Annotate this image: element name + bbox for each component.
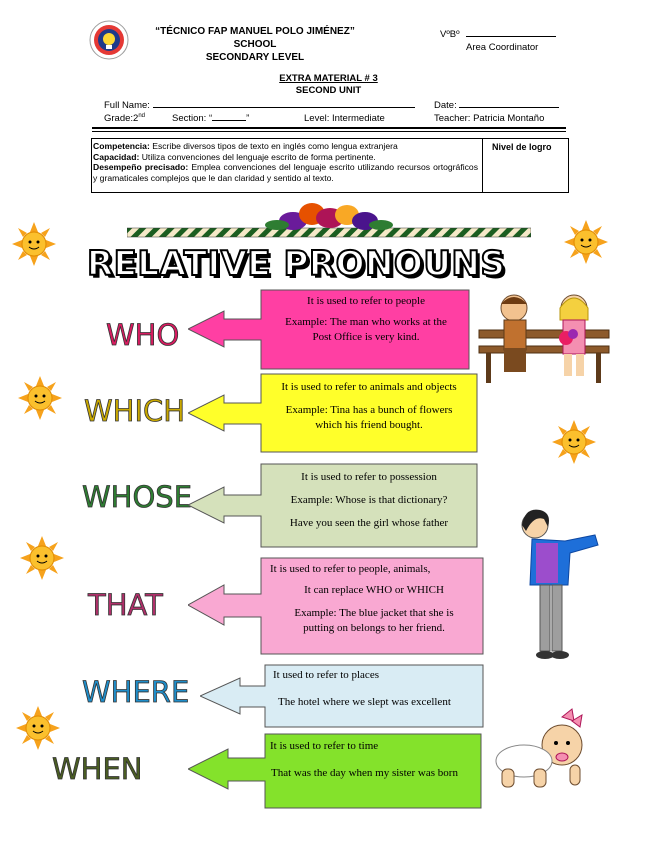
whose-example-2: Have you seen the girl whose father — [289, 517, 449, 529]
page-title: RELATIVE PRONOUNS — [87, 244, 506, 284]
section-label: Section: “ — [172, 113, 213, 124]
who-example: Example: The man who works at the — [285, 316, 447, 328]
that-example: Example: The blue jacket that she is — [294, 607, 454, 619]
full-name-label: Full Name: — [104, 100, 150, 111]
desempeno-text: Emplea convenciones del lenguaje escrito utilizando recursos ortográficos y gramaticales complejos que le dan claridad y sentido al texto. — [93, 162, 478, 183]
that-example-cont: putting on belongs to her friend. — [303, 622, 445, 634]
pronoun-that: THAT — [88, 588, 163, 622]
desempeno-label: Desempeño precisado: — [93, 162, 189, 173]
pronoun-when: WHEN — [52, 752, 143, 786]
nivel-de-logro-label: Nivel de logro — [492, 142, 552, 152]
which-example: Example: Tina has a bunch of flowers — [285, 404, 453, 416]
couple-on-bench-illustration — [474, 290, 614, 385]
sun-icon — [16, 706, 60, 750]
which-example-cont: which his friend bought. — [315, 419, 423, 431]
competency-divider — [482, 139, 483, 192]
who-example-cont: Post Office is very kind. — [312, 331, 420, 343]
who-definition: It is used to refer to people — [307, 295, 425, 307]
pronoun-who: WHO — [106, 318, 180, 352]
that-definition: It is used to refer to people, animals, — [270, 563, 431, 575]
school-level: SECONDARY LEVEL — [205, 52, 305, 63]
vobo-label: VºBº — [440, 29, 460, 40]
full-name-field[interactable] — [153, 107, 415, 108]
grade-superscript: nd — [138, 113, 146, 119]
section-field[interactable] — [212, 120, 246, 121]
pronoun-where: WHERE — [82, 675, 190, 709]
where-example: The hotel where we slept was excellent — [278, 696, 451, 708]
area-coordinator: Area Coordinator — [466, 42, 539, 53]
whose-example: Example: Whose is that dictionary? — [290, 494, 448, 506]
vobo-signature-line — [466, 36, 556, 37]
sun-icon — [564, 220, 608, 264]
sun-icon — [18, 376, 62, 420]
level-label: Level: Intermediate — [304, 113, 385, 124]
competency-table — [91, 138, 569, 193]
pronoun-which: WHICH — [84, 394, 186, 428]
unit-title: SECOND UNIT — [295, 85, 362, 96]
capacidad-text: Utiliza convenciones del lenguaje escrito de forma pertinente. — [141, 151, 376, 162]
section-close-quote: ” — [246, 113, 250, 124]
grade-label: Grade:2 — [104, 113, 139, 125]
where-definition: It used to refer to places — [273, 669, 379, 681]
crawling-baby-illustration — [490, 705, 590, 795]
header-divider-thin — [92, 131, 566, 132]
whose-definition: It is used to refer to possession — [301, 471, 437, 483]
date-field[interactable] — [459, 107, 559, 108]
extra-material-title: EXTRA MATERIAL # 3 — [279, 73, 378, 84]
that-replace: It can replace WHO or WHICH — [304, 584, 444, 596]
pronoun-whose: WHOSE — [82, 480, 193, 514]
sun-icon — [20, 536, 64, 580]
sun-icon — [12, 222, 56, 266]
competencia-label: Competencia: — [93, 141, 150, 151]
school-name: “TÉCNICO FAP MANUEL POLO JIMÉNEZ” SCHOOL — [155, 26, 355, 50]
header-divider — [92, 127, 566, 129]
girl-blue-jacket-illustration — [510, 505, 600, 665]
capacidad-label: Capacidad: — [93, 151, 140, 162]
which-definition: It is used to refer to animals and objects — [281, 381, 457, 393]
when-example: That was the day when my sister was born — [271, 767, 458, 779]
competencia-text: Escribe diversos tipos de texto en inglés como lengua extranjera — [152, 141, 398, 151]
school-logo — [89, 20, 129, 60]
date-label: Date: — [434, 100, 457, 111]
teacher-label: Teacher: Patricia Montaño — [434, 113, 545, 124]
sun-icon — [552, 420, 596, 464]
flower-border — [127, 198, 531, 242]
when-definition: It is used to refer to time — [270, 740, 379, 752]
